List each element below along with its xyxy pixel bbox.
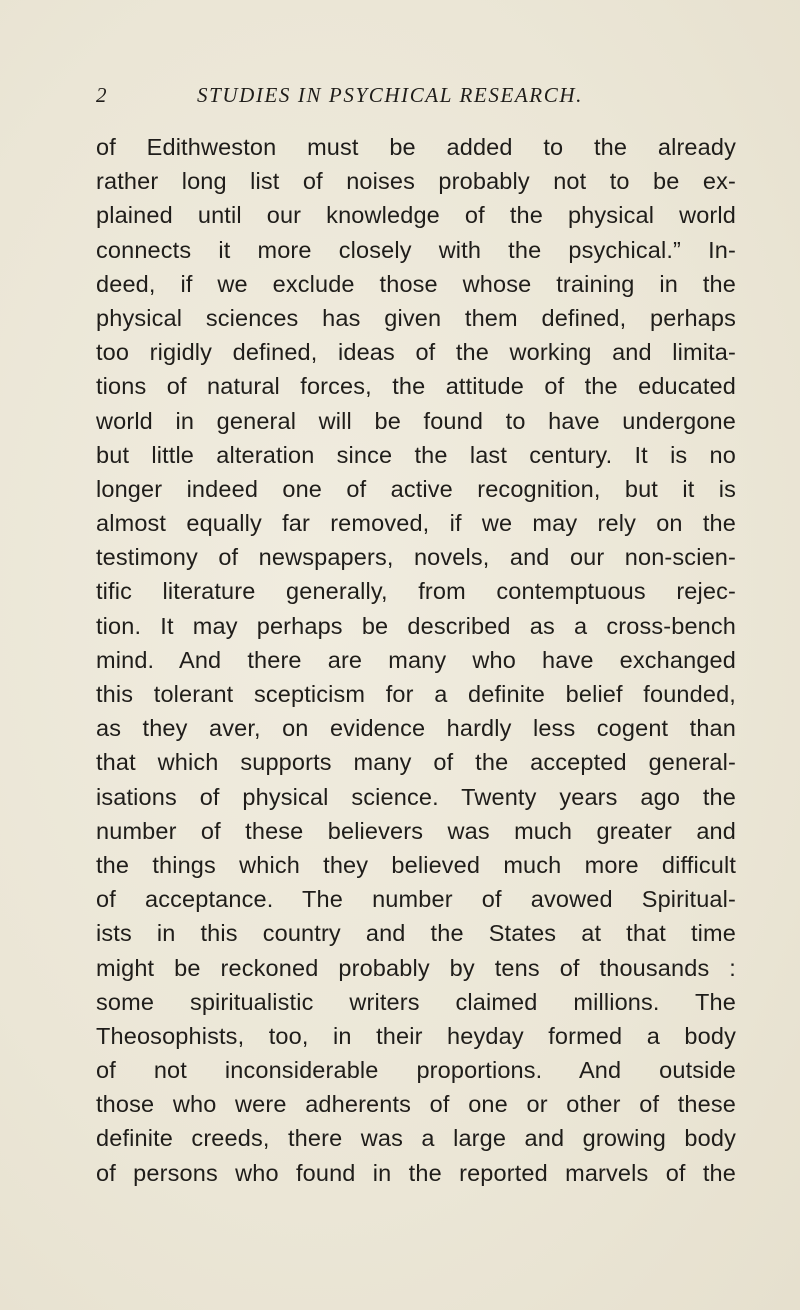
text-line: of Edithweston must be added to the already	[96, 134, 736, 160]
text-line: testimony of newspapers, novels, and our non-scien-	[96, 544, 736, 571]
text-line: isations of physical science. Twenty years ago the	[96, 783, 736, 810]
text-line: some spiritualistic writers claimed millions. The	[96, 988, 736, 1015]
text-line: connects it more closely with the psychical.” In-	[96, 236, 736, 263]
text-line: of not inconsiderable proportions. And outside	[96, 1057, 736, 1084]
page-number: 2	[96, 83, 107, 107]
text-line: tions of natural forces, the attitude of the educated	[96, 373, 736, 400]
text-line: as they aver, on evidence hardly less cogent than	[96, 715, 736, 742]
text-line: those who were adherents of one or other of these	[96, 1091, 736, 1118]
text-line: tion. It may perhaps be described as a cross-bench	[96, 612, 736, 639]
text-line: definite creeds, there was a large and growing body	[96, 1125, 736, 1152]
body-text	[96, 130, 736, 1190]
text-line: of acceptance. The number of avowed Spiritual-	[96, 886, 736, 913]
text-line: the things which they believed much more difficult	[96, 851, 736, 878]
text-line: of persons who found in the reported marvels of the	[96, 1159, 736, 1186]
text-line: might be reckoned probably by tens of thousands :	[96, 954, 736, 981]
text-line: number of these believers was much greater and	[96, 817, 736, 844]
text-line: almost equally far removed, if we may rely on the	[96, 510, 736, 537]
text-line: deed, if we exclude those whose training in the	[96, 270, 736, 297]
text-line: tific literature generally, from contemptuous rejec-	[96, 578, 736, 605]
text-line: too rigidly defined, ideas of the working and limita-	[96, 339, 736, 366]
text-line: that which supports many of the accepted general-	[96, 749, 736, 776]
running-head: STUDIES IN PSYCHICAL RESEARCH.	[197, 83, 583, 107]
page-header	[96, 80, 736, 114]
text-line: world in general will be found to have undergone	[96, 407, 736, 434]
text-line: longer indeed one of active recognition, but it is	[96, 475, 736, 502]
text-line: physical sciences has given them defined, perhaps	[96, 304, 736, 331]
text-line: this tolerant scepticism for a definite belief founded,	[96, 681, 736, 707]
text-line: rather long list of noises probably not to be ex-	[96, 168, 736, 195]
text-line: Theosophists, too, in their heyday formed a body	[96, 1022, 736, 1049]
text-line: plained until our knowledge of the physical world	[96, 202, 736, 229]
text-line: but little alteration since the last century. It is no	[96, 441, 736, 468]
text-line: mind. And there are many who have exchanged	[96, 646, 736, 673]
text-line: ists in this country and the States at that time	[96, 920, 736, 947]
